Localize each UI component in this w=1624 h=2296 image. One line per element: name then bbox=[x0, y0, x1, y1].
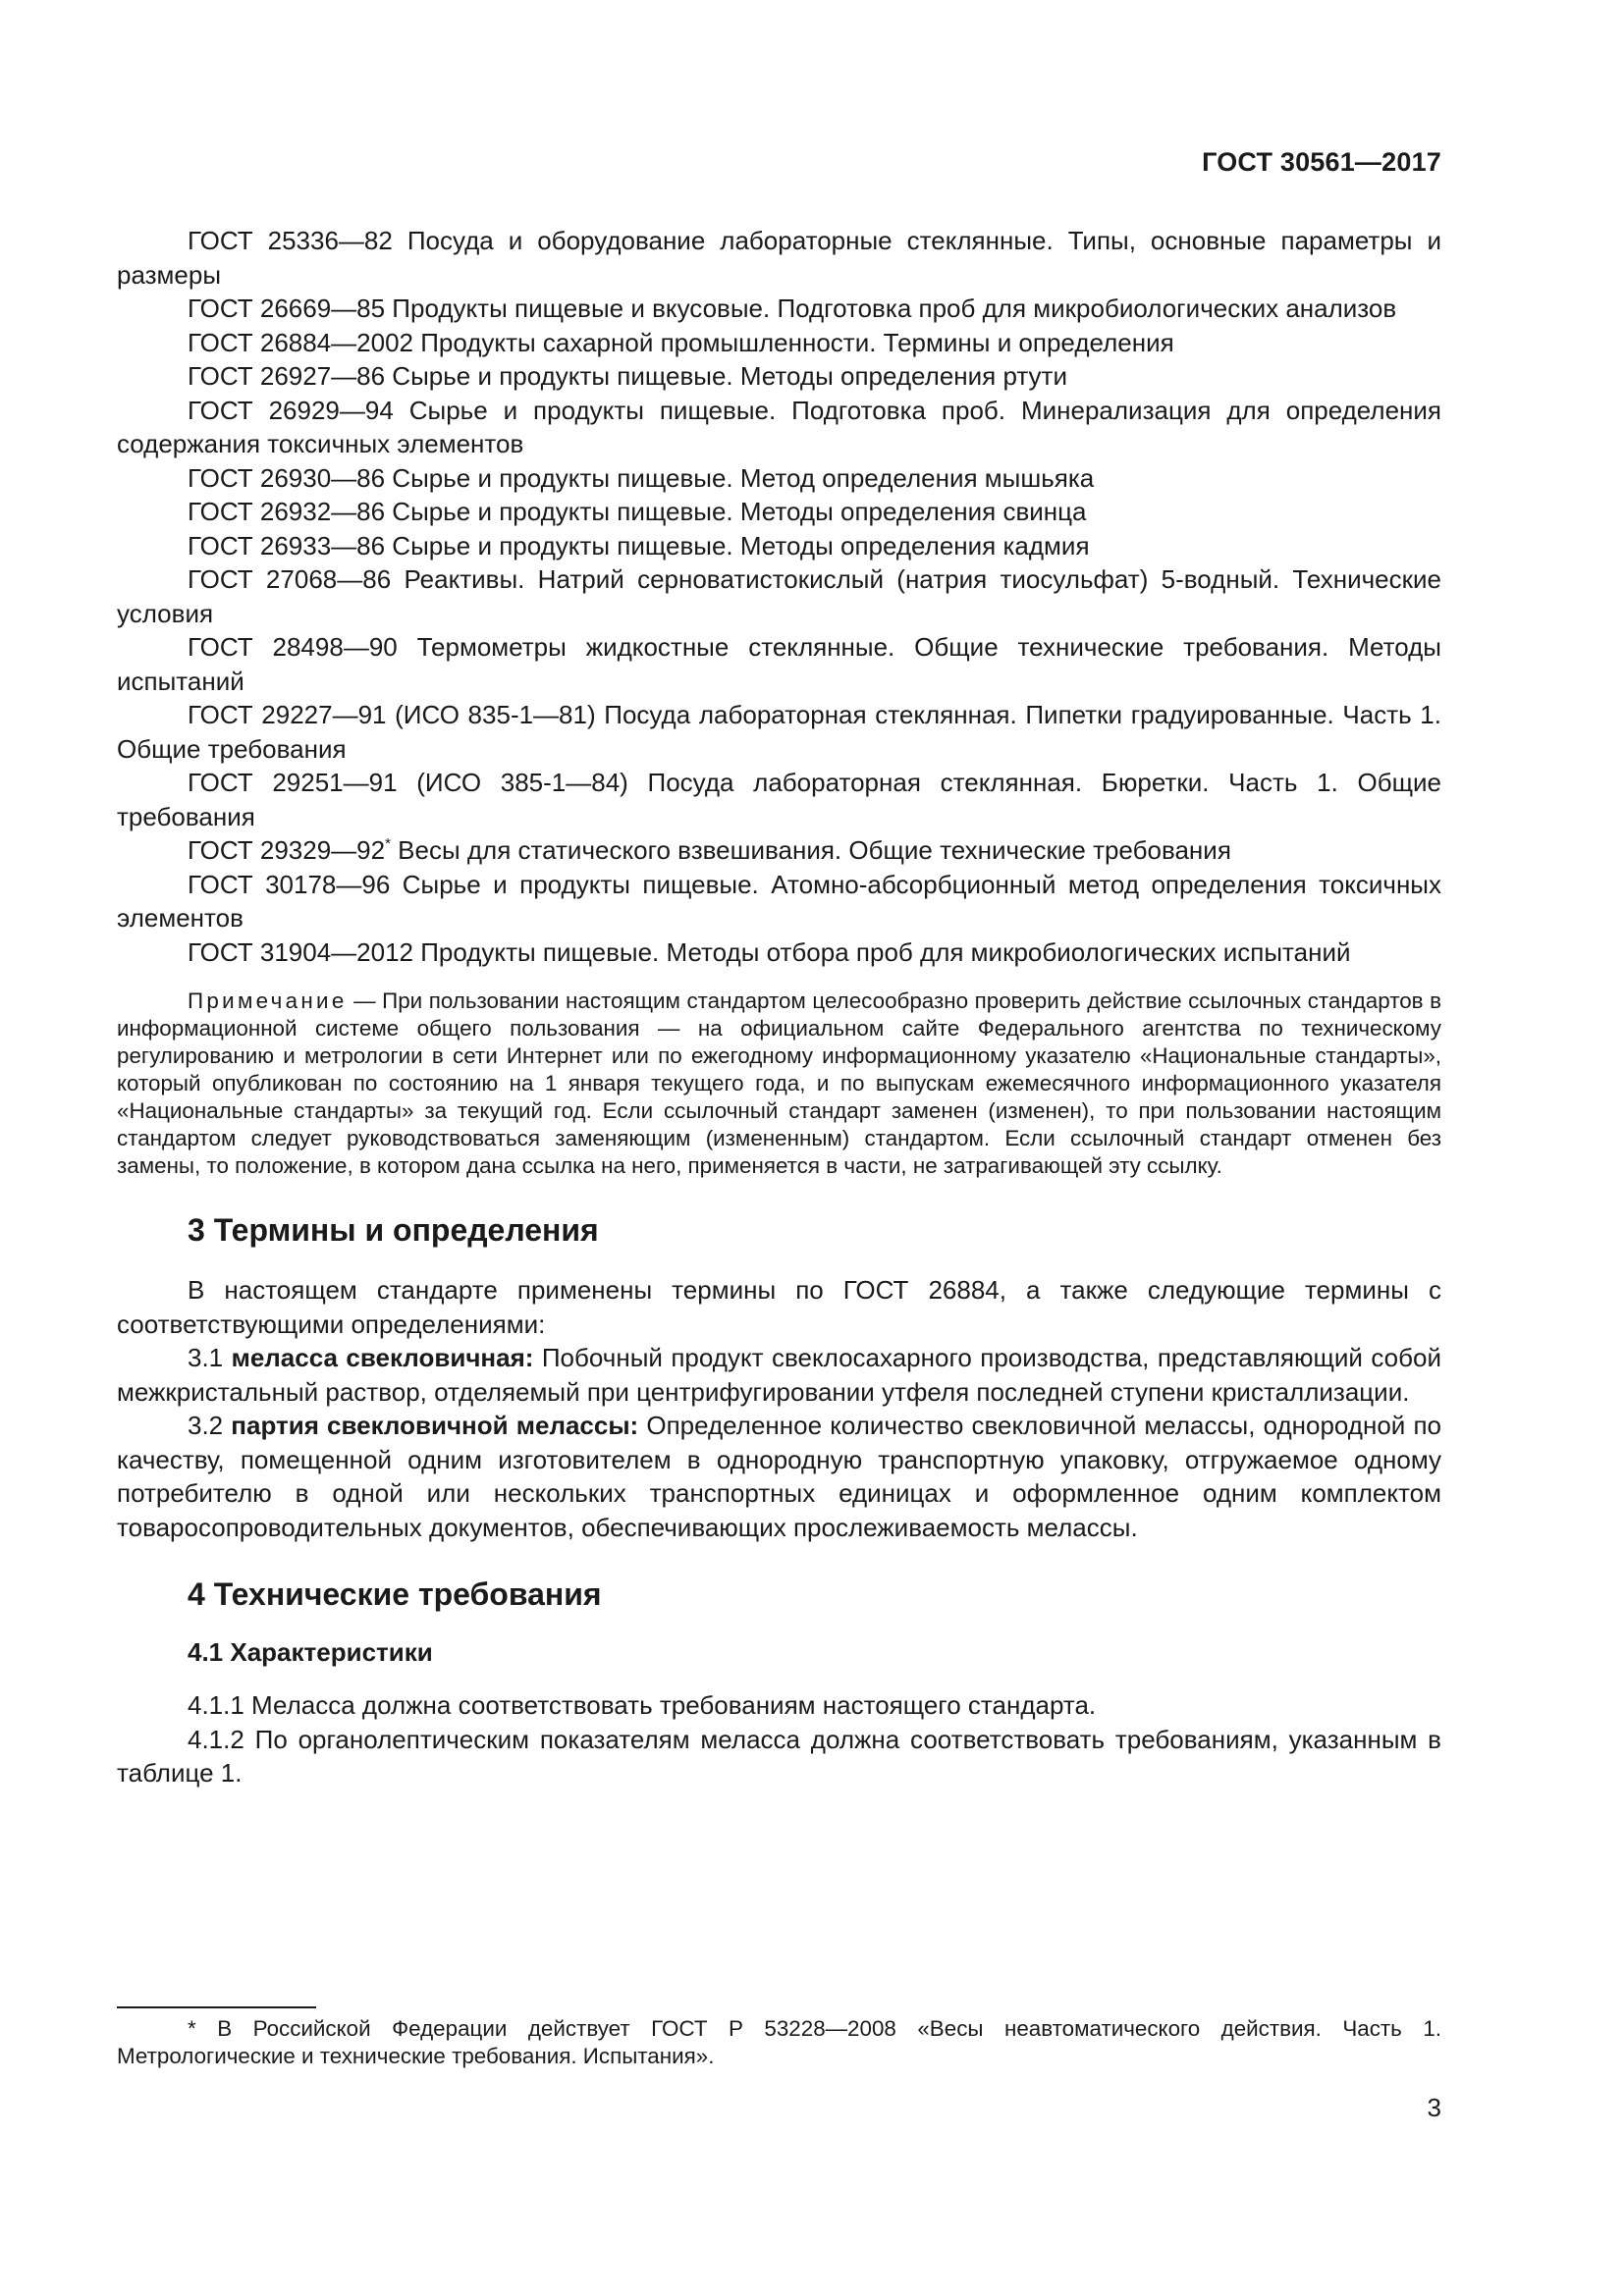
reference-item: ГОСТ 30178—96 Сырье и продукты пищевые. Атомно-абсорбционный метод определения токсичных элементов bbox=[117, 869, 1441, 933]
reference-item: ГОСТ 31904—2012 Продукты пищевые. Методы отбора проб для микробиологических испытаний bbox=[188, 936, 1351, 967]
term-text: Побочный продукт свеклосахарного производства, представляющий собой межкристальный раствор, отделяемый при центрифугировании утфеля последней ступени кристаллизации. bbox=[117, 1343, 1442, 1407]
reference-item: ГОСТ 26669—85 Продукты пищевые и вкусовые. Подготовка проб для микробиологических анализов bbox=[188, 294, 1397, 323]
term-text: Определенное количество свекловичной мелассы, однородной по качеству, помещенной одним изготовителем в однородную транспортную упаковку, отгружаемое одному потребителю в одной или нескольких транспортных единицах и оформленное одним комплектом товаросопроводительных документов, обеспечивающих прослеживаемость мелассы. bbox=[117, 1411, 1441, 1542]
term-number: 3.2 bbox=[188, 1411, 232, 1440]
reference-item-with-footnote bbox=[117, 833, 1441, 868]
note-dash: — bbox=[347, 988, 383, 1013]
reference-item: ГОСТ 26932—86 Сырье и продукты пищевые. Методы определения свинца bbox=[188, 497, 1087, 526]
reference-item: ГОСТ 25336—82 Посуда и оборудование лабораторные стеклянные. Типы, основные параметры и размеры bbox=[117, 226, 1441, 290]
reference-item: ГОСТ 28498—90 Термометры жидкостные стеклянные. Общие технические требования. Методы испытаний bbox=[117, 632, 1441, 696]
reference-item: ГОСТ 26930—86 Сырье и продукты пищевые. Метод определения мышьяка bbox=[188, 462, 1095, 493]
note-label: Примечание bbox=[188, 988, 348, 1013]
note-text: При пользовании настоящим стандартом целесообразно проверить действие ссылочных стандартов в информационной системе общего пользования — на официальном сайте Федерального агентства по техническому регулированию и метрологии в сети Интернет или по ежегодному информационному указателю «Национальные стандарты», который опубликован по состоянию на 1 января текущего года, и по выпускам ежемесячного информационного указателя «Национальные стандарты» за текущий год. Если ссылочный стандарт заменен (изменен), то при пользовании настоящим стандартом следует руководствоваться заменяющим (измененным) стандартом. Если ссылочный стандарт отменен без замены, то положение, в котором дана ссылка на него, применяется в части, не затрагивающей эту ссылку. bbox=[117, 988, 1441, 1178]
reference-item: ГОСТ 29227—91 (ИСО 835-1—81) Посуда лабораторная стеклянная. Пипетки градуированные. Часть 1. Общие требования bbox=[117, 700, 1441, 764]
footnote-marker[interactable]: * bbox=[385, 835, 391, 852]
term-name: партия свекловичной мелассы: bbox=[231, 1411, 639, 1440]
subsection-4-1-heading: 4.1 Характеристики bbox=[188, 1637, 433, 1667]
reference-item: ГОСТ 26884—2002 Продукты сахарной промышленности. Термины и определения bbox=[188, 327, 1174, 357]
document-code-header: ГОСТ 30561—2017 bbox=[1202, 147, 1441, 177]
requirement-paragraph: 4.1.1 Меласса должна соответствовать требованиям настоящего стандарта. bbox=[188, 1690, 1097, 1720]
page-content bbox=[117, 224, 1441, 1790]
reference-code: ГОСТ 29329—92 bbox=[188, 835, 386, 865]
reference-title: Весы для статического взвешивания. Общие технические требования bbox=[390, 835, 1231, 865]
reference-item: ГОСТ 29251—91 (ИСО 385-1—84) Посуда лабораторная стеклянная. Бюретки. Часть 1. Общие требования bbox=[117, 768, 1441, 831]
reference-item: ГОСТ 26929—94 Сырье и продукты пищевые. Подготовка проб. Минерализация для определения содержания токсичных элементов bbox=[117, 395, 1441, 458]
section-4-heading: 4 Технические требования bbox=[188, 1576, 602, 1612]
footnote-separator bbox=[117, 2006, 316, 2008]
section-3-intro: В настоящем стандарте применены термины по ГОСТ 26884, а также следующие термины с соответствующими определениями: bbox=[117, 1275, 1441, 1339]
term-definition bbox=[117, 1409, 1441, 1544]
term-number: 3.1 bbox=[188, 1343, 232, 1372]
footnote: * В Российской Федерации действует ГОСТ Р 53228—2008 «Весы неавтоматического действия. Часть 1. Метрологические и технические требования. Испытания». bbox=[117, 2016, 1441, 2068]
references-note bbox=[117, 988, 1441, 1180]
reference-item: ГОСТ 27068—86 Реактивы. Натрий серноватистокислый (натрия тиосульфат) 5-водный. Технические условия bbox=[117, 564, 1441, 628]
page-number: 3 bbox=[1427, 2093, 1441, 2122]
section-3-heading: 3 Термины и определения bbox=[188, 1212, 599, 1248]
reference-item: ГОСТ 26927—86 Сырье и продукты пищевые. Методы определения ртути bbox=[188, 361, 1067, 391]
term-definition bbox=[117, 1341, 1441, 1409]
requirement-paragraph: 4.1.2 По органолептическим показателям меласса должна соответствовать требованиям, указанным в таблице 1. bbox=[117, 1724, 1441, 1788]
reference-item: ГОСТ 26933—86 Сырье и продукты пищевые. Методы определения кадмия bbox=[188, 530, 1090, 561]
normative-references-list bbox=[117, 224, 1441, 969]
term-name: меласса свекловичная: bbox=[231, 1343, 534, 1372]
